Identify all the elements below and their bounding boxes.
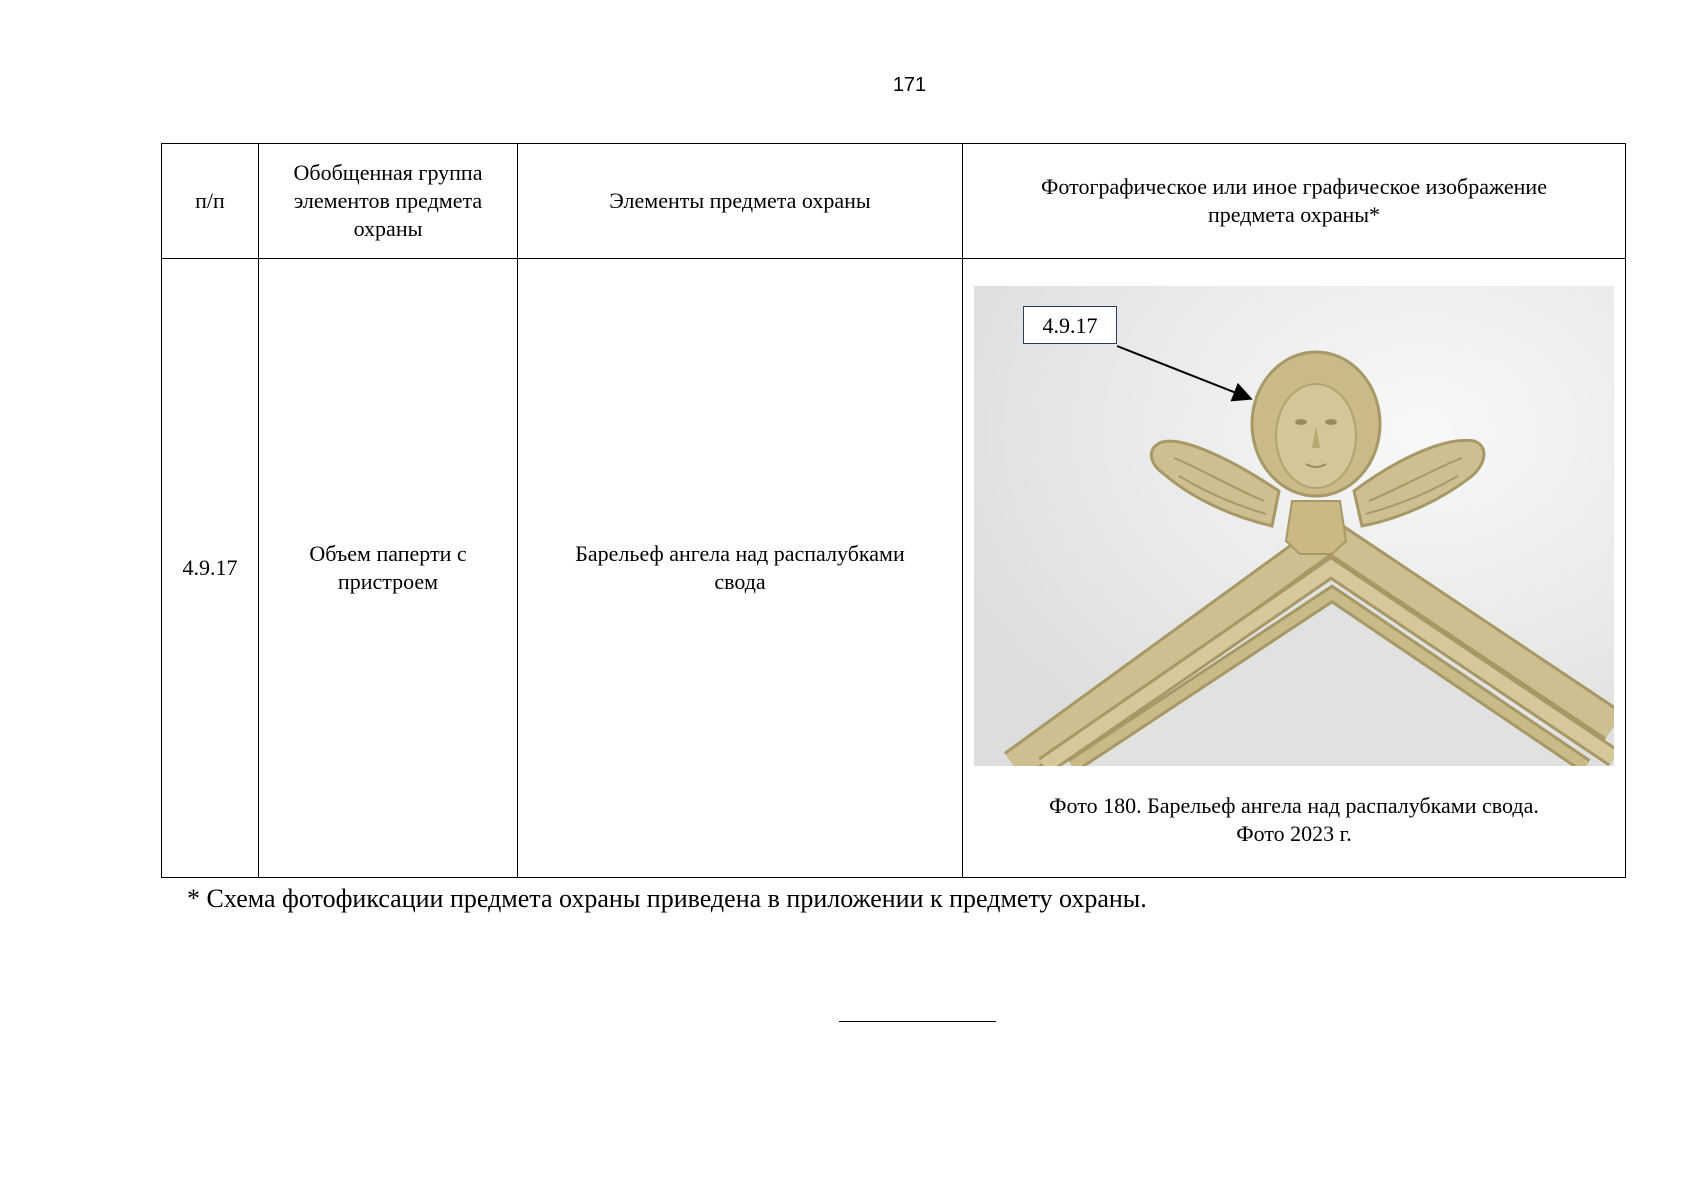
table-header-row	[162, 144, 1626, 259]
photo-caption	[963, 792, 1625, 848]
angel-neck	[1286, 501, 1346, 554]
cell-photo	[963, 259, 1626, 878]
footnote: * Схема фотофиксации предмета охраны приведена в приложении к предмету охраны.	[187, 884, 1147, 913]
cell-element: Барельеф ангела над распалубками свода	[518, 259, 963, 878]
caption-line-2: Фото 2023 г.	[1236, 821, 1352, 846]
table-row	[162, 259, 1626, 878]
caption-line-1: Фото 180. Барельеф ангела над распалубками свода.	[1049, 793, 1539, 818]
end-rule	[839, 1021, 996, 1022]
page-number: 171	[892, 74, 927, 96]
photo-label-box: 4.9.17	[1023, 306, 1117, 344]
angel-relief-image	[974, 286, 1614, 766]
header-elements: Элементы предмета охраны	[518, 144, 963, 259]
header-image: Фотографическое или иное графическое изображение предмета охраны*	[963, 144, 1626, 259]
protection-table	[161, 143, 1626, 878]
angel-relief-photo	[974, 286, 1614, 766]
cell-number: 4.9.17	[162, 259, 259, 878]
header-group: Обобщенная группа элементов предмета охраны	[259, 144, 518, 259]
header-number: п/п	[162, 144, 259, 259]
cell-group: Объем паперти с пристроем	[259, 259, 518, 878]
